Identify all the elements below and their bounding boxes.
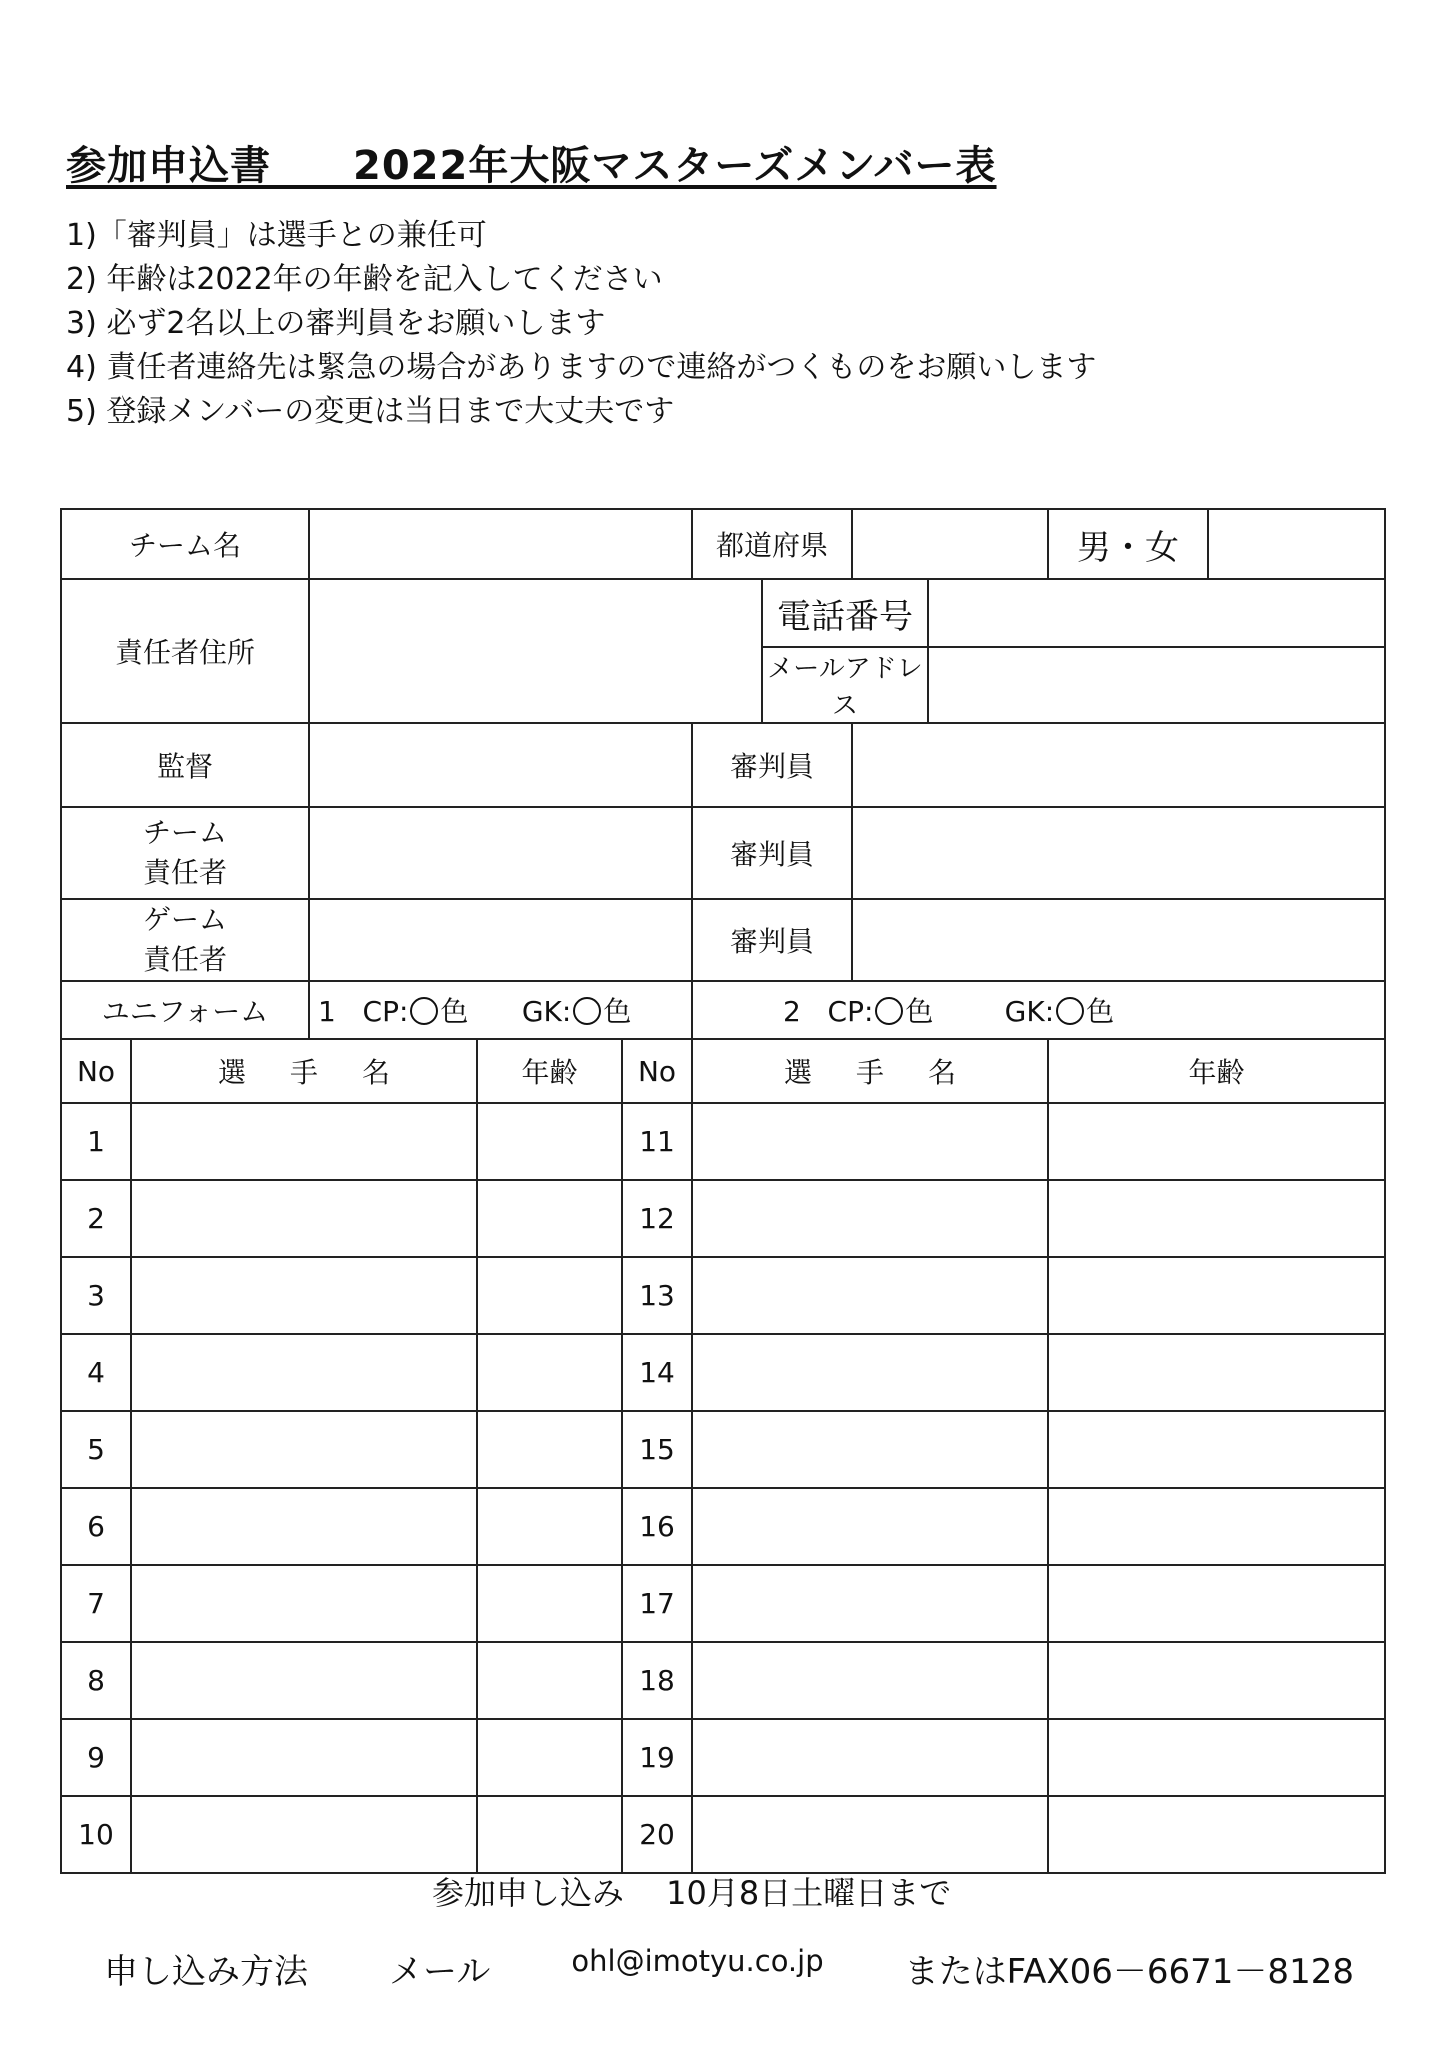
instruction-item: 4) 責任者連絡先は緊急の場合がありますので連絡がつくものをお願いします [66, 350, 1097, 385]
color-circle-icon [1056, 997, 1084, 1025]
uniform-2-gk-label: GK: [1004, 995, 1055, 1028]
row-number: 14 [622, 1334, 692, 1411]
prefecture-field[interactable] [852, 509, 1048, 579]
player-age-field[interactable] [1048, 1257, 1385, 1334]
row-number: 20 [622, 1796, 692, 1873]
player-age-field[interactable] [1048, 1719, 1385, 1796]
color-label: 色 [603, 995, 632, 1028]
player-age-field[interactable] [1048, 1796, 1385, 1873]
row-number: 9 [61, 1719, 131, 1796]
row-number: 8 [61, 1642, 131, 1719]
color-circle-icon [410, 997, 438, 1025]
row-number: 4 [61, 1334, 131, 1411]
player-name-field[interactable] [692, 1334, 1048, 1411]
player-name-field[interactable] [131, 1642, 477, 1719]
team-leader-field[interactable] [309, 807, 692, 899]
deadline-text: 参加申し込み 10月8日土曜日まで [432, 1874, 952, 1912]
row-number: 13 [622, 1257, 692, 1334]
player-name-field[interactable] [131, 1180, 477, 1257]
referee-field[interactable] [852, 807, 1385, 899]
game-leader-label-line2: 責任者 [143, 943, 228, 976]
player-name-field[interactable] [692, 1180, 1048, 1257]
row-number: 19 [622, 1719, 692, 1796]
team-name-label: チーム名 [61, 509, 309, 579]
row-number: 16 [622, 1488, 692, 1565]
email-link[interactable]: ohl@imotyu.co.jp [571, 1944, 824, 1978]
address-label: 責任者住所 [61, 579, 309, 723]
uniform-label: ユニフォーム [61, 981, 309, 1039]
player-name-field[interactable] [692, 1796, 1048, 1873]
page-title: 参加申込書 2022年大阪マスターズメンバー表 [66, 143, 997, 189]
player-name-field[interactable] [692, 1103, 1048, 1180]
instruction-item: 2) 年齢は2022年の年齢を記入してください [66, 262, 663, 297]
player-name-field[interactable] [131, 1488, 477, 1565]
table-row [61, 1488, 1385, 1565]
player-age-field[interactable] [477, 1257, 622, 1334]
team-leader-label [61, 807, 309, 899]
player-name-field[interactable] [131, 1411, 477, 1488]
phone-field[interactable] [928, 579, 1385, 647]
player-name-field[interactable] [692, 1488, 1048, 1565]
player-name-field[interactable] [131, 1103, 477, 1180]
team-leader-label-line2: 責任者 [143, 856, 228, 889]
instruction-item: 3) 必ず2名以上の審判員をお願いします [66, 306, 606, 341]
color-label: 色 [1086, 995, 1115, 1028]
game-leader-label-line1: ゲーム [143, 903, 228, 936]
player-name-field[interactable] [131, 1796, 477, 1873]
row-number: 6 [61, 1488, 131, 1565]
uniform-1-cp-label: CP: [362, 995, 409, 1028]
player-table-header [61, 1039, 1385, 1103]
row-number: 5 [61, 1411, 131, 1488]
table-row [61, 1796, 1385, 1873]
row-number: 12 [622, 1180, 692, 1257]
game-leader-label [61, 899, 309, 981]
uniform-2-cp-label: CP: [827, 995, 874, 1028]
row-number: 17 [622, 1565, 692, 1642]
instruction-item: 1)「審判員」は選手との兼任可 [66, 218, 487, 253]
gender-label[interactable]: 男・女 [1048, 509, 1208, 579]
table-row [61, 1411, 1385, 1488]
manager-field[interactable] [309, 723, 692, 807]
color-circle-icon [875, 997, 903, 1025]
entry-form-table [60, 508, 1386, 1874]
player-age-field[interactable] [1048, 1565, 1385, 1642]
team-name-field[interactable] [309, 509, 692, 579]
player-name-field[interactable] [692, 1257, 1048, 1334]
uniform-1-field[interactable] [309, 981, 692, 1039]
player-age-field[interactable] [477, 1642, 622, 1719]
player-name-header: 選手名 [692, 1039, 1048, 1103]
referee-field[interactable] [852, 899, 1385, 981]
player-age-field[interactable] [477, 1411, 622, 1488]
player-name-header: 選手名 [131, 1039, 477, 1103]
uniform-2-number: 2 [783, 995, 801, 1028]
no-header: No [61, 1039, 131, 1103]
team-leader-label-line1: チーム [143, 816, 228, 849]
referee-label: 審判員 [692, 899, 852, 981]
table-row [61, 1257, 1385, 1334]
player-age-field[interactable] [1048, 1642, 1385, 1719]
email-label: メールアドレス [762, 647, 928, 723]
phone-label: 電話番号 [762, 579, 928, 647]
player-age-field[interactable] [1048, 1488, 1385, 1565]
uniform-2-field[interactable] [692, 981, 1385, 1039]
player-name-field[interactable] [692, 1719, 1048, 1796]
table-row [61, 1719, 1385, 1796]
row-number: 10 [61, 1796, 131, 1873]
email-field[interactable] [928, 647, 1385, 723]
player-name-field[interactable] [131, 1565, 477, 1642]
referee-label: 審判員 [692, 807, 852, 899]
uniform-1-gk-label: GK: [521, 995, 572, 1028]
row-number: 11 [622, 1103, 692, 1180]
submission-method [104, 1944, 1354, 1993]
instructions-list [66, 214, 1096, 434]
row-number: 7 [61, 1565, 131, 1642]
player-age-field[interactable] [1048, 1103, 1385, 1180]
fax-text: またはFAX06－6671－8128 [904, 1952, 1354, 1992]
row-number: 15 [622, 1411, 692, 1488]
row-number: 3 [61, 1257, 131, 1334]
instruction-item: 5) 登録メンバーの変更は当日まで大丈夫です [66, 394, 675, 429]
color-label: 色 [905, 995, 934, 1028]
manager-label: 監督 [61, 723, 309, 807]
player-name-field[interactable] [131, 1719, 477, 1796]
game-leader-field[interactable] [309, 899, 692, 981]
player-age-field[interactable] [477, 1180, 622, 1257]
player-age-field[interactable] [477, 1334, 622, 1411]
prefecture-label: 都道府県 [692, 509, 852, 579]
address-field[interactable] [309, 579, 762, 723]
color-circle-icon [573, 997, 601, 1025]
player-name-field[interactable] [131, 1257, 477, 1334]
table-row [61, 1180, 1385, 1257]
method-mail-label: メール [389, 1952, 491, 1992]
player-age-field[interactable] [477, 1488, 622, 1565]
table-row [61, 1334, 1385, 1411]
row-number: 18 [622, 1642, 692, 1719]
table-row [61, 1103, 1385, 1180]
table-row [61, 1642, 1385, 1719]
referee-field[interactable] [852, 723, 1385, 807]
row-number: 1 [61, 1103, 131, 1180]
row-number: 2 [61, 1180, 131, 1257]
player-age-field[interactable] [477, 1103, 622, 1180]
player-name-field[interactable] [692, 1411, 1048, 1488]
no-header: No [622, 1039, 692, 1103]
player-name-field[interactable] [692, 1565, 1048, 1642]
method-label: 申し込み方法 [104, 1952, 308, 1992]
player-age-field[interactable] [1048, 1334, 1385, 1411]
color-label: 色 [440, 995, 469, 1028]
player-age-field[interactable] [1048, 1411, 1385, 1488]
player-age-field[interactable] [1048, 1180, 1385, 1257]
player-name-field[interactable] [131, 1334, 477, 1411]
age-header: 年齢 [1048, 1039, 1385, 1103]
gender-field[interactable] [1208, 509, 1385, 579]
table-row [61, 1565, 1385, 1642]
player-name-field[interactable] [692, 1642, 1048, 1719]
age-header: 年齢 [477, 1039, 622, 1103]
player-age-field[interactable] [477, 1796, 622, 1873]
uniform-1-number: 1 [318, 995, 336, 1028]
player-age-field[interactable] [477, 1565, 622, 1642]
player-age-field[interactable] [477, 1719, 622, 1796]
referee-label: 審判員 [692, 723, 852, 807]
